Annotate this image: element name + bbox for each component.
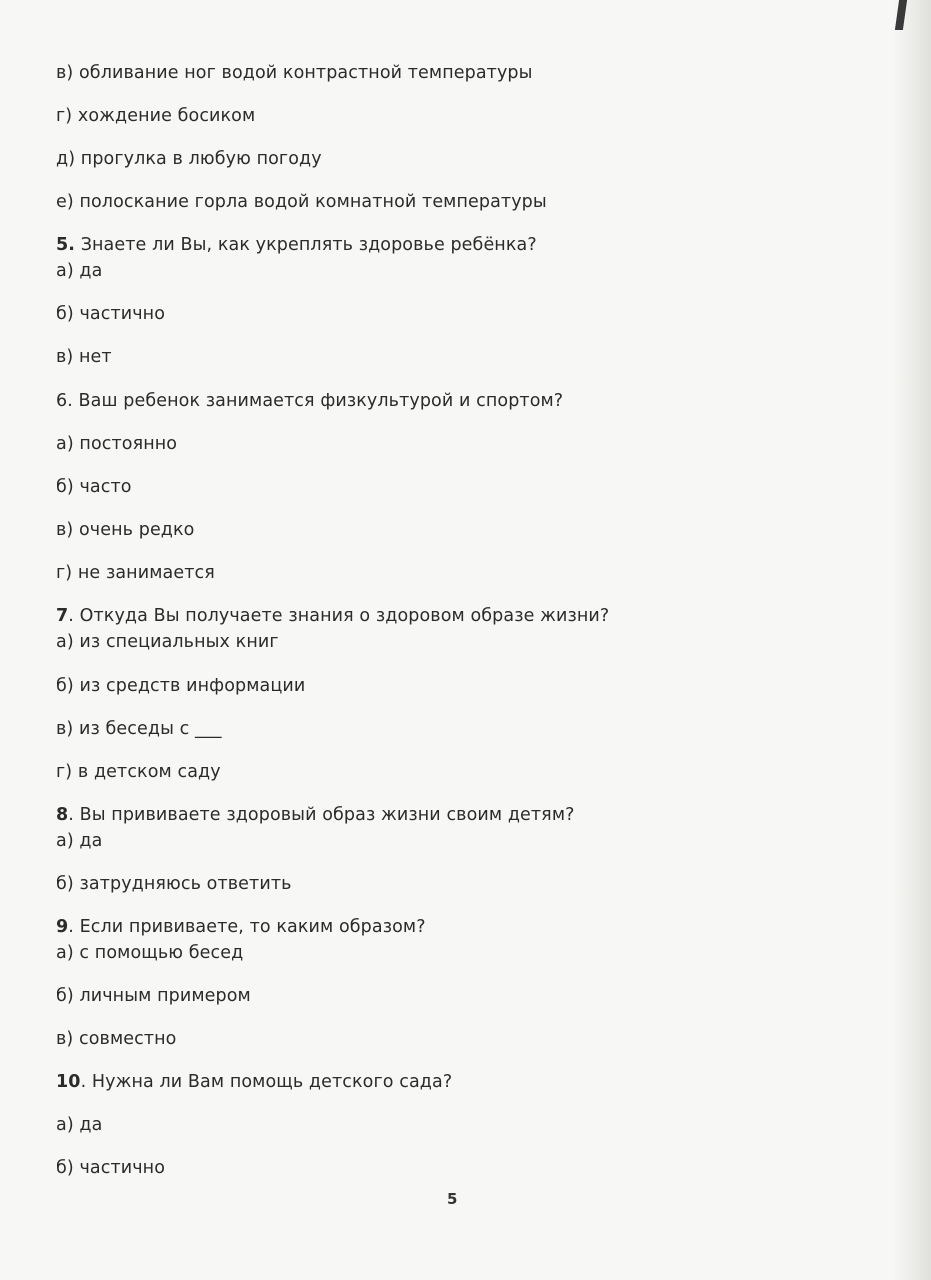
answer-option: а) да (56, 831, 103, 851)
scan-edge-shadow (893, 0, 931, 1280)
answer-option: б) часто (56, 477, 132, 497)
answer-option: б) из средств информации (56, 676, 306, 696)
question-8: 8. Вы прививаете здоровый образ жизни своим детям? (56, 805, 575, 825)
answer-option: е) полоскание горла водой комнатной температуры (56, 192, 547, 212)
answer-option: г) не занимается (56, 563, 215, 583)
answer-option: б) личным примером (56, 986, 251, 1006)
question-5: 5. Знаете ли Вы, как укреплять здоровье ребёнка? (56, 235, 537, 255)
answer-option: а) да (56, 261, 103, 281)
answer-option: а) из специальных книг (56, 632, 279, 652)
answer-option: а) да (56, 1115, 103, 1135)
answer-option: в) совместно (56, 1029, 177, 1049)
answer-option: г) хождение босиком (56, 106, 256, 126)
answer-option: д) прогулка в любую погоду (56, 149, 322, 169)
question-10: 10. Нужна ли Вам помощь детского сада? (56, 1072, 453, 1092)
answer-option: в) нет (56, 347, 112, 367)
answer-option: б) затрудняюсь ответить (56, 874, 292, 894)
answer-option: в) очень редко (56, 520, 195, 540)
answer-option: г) в детском саду (56, 762, 221, 782)
answer-option: в) из беседы с ___ (56, 719, 222, 739)
answer-option: а) постоянно (56, 434, 178, 454)
answer-option: б) частично (56, 1158, 166, 1178)
page-number: 5 (447, 1190, 458, 1208)
question-9: 9. Если прививаете, то каким образом? (56, 917, 426, 937)
question-6: 6. Ваш ребенок занимается физкультурой и спортом? (56, 391, 564, 411)
answer-option: а) с помощью бесед (56, 943, 244, 963)
answer-option: б) частично (56, 304, 166, 324)
question-7: 7. Откуда Вы получаете знания о здоровом образе жизни? (56, 606, 610, 626)
answer-option: в) обливание ног водой контрастной температуры (56, 63, 533, 83)
